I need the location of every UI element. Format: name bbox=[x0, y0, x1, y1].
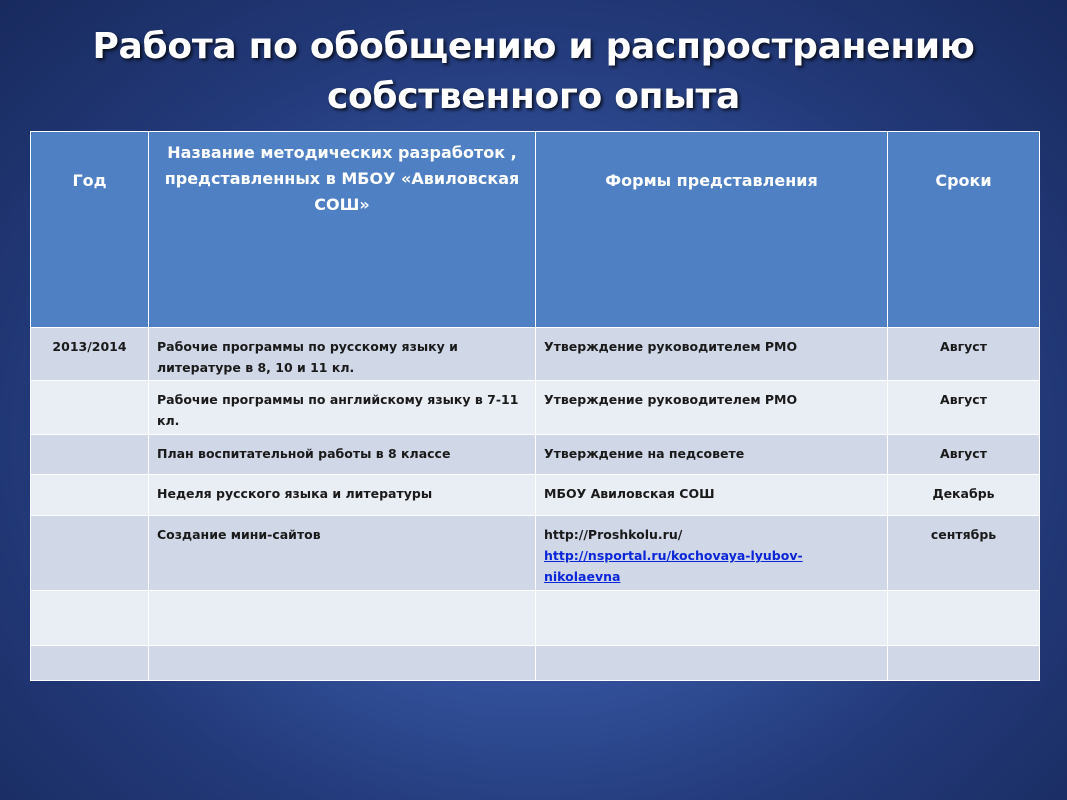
slide-title bbox=[0, 22, 1067, 122]
table-row bbox=[31, 435, 1040, 475]
cell-empty bbox=[888, 591, 1040, 646]
cell-name: Рабочие программы по английскому языку в 7-11 кл. bbox=[149, 381, 536, 435]
slide-title-line-1: Работа по обобщению и распространению bbox=[92, 26, 975, 67]
table-row-empty bbox=[31, 591, 1040, 646]
cell-form: МБОУ Авиловская СОШ bbox=[536, 475, 888, 516]
header-name: Название методических разработок , представленных в МБОУ «Авиловская СОШ» bbox=[149, 132, 536, 328]
cell-year bbox=[31, 475, 149, 516]
cell-term: Декабрь bbox=[888, 475, 1040, 516]
cell-name: Рабочие программы по русскому языку и литературе в 8, 10 и 11 кл. bbox=[149, 328, 536, 381]
header-year: Год bbox=[31, 132, 149, 328]
cell-empty bbox=[888, 646, 1040, 681]
cell-year bbox=[31, 435, 149, 475]
cell-year: 2013/2014 bbox=[31, 328, 149, 381]
cell-empty bbox=[31, 646, 149, 681]
site-url-text: http://Proshkolu.ru/ bbox=[544, 527, 683, 542]
cell-name: План воспитательной работы в 8 классе bbox=[149, 435, 536, 475]
cell-form bbox=[536, 516, 888, 591]
cell-name: Создание мини-сайтов bbox=[149, 516, 536, 591]
cell-term: Август bbox=[888, 328, 1040, 381]
cell-form: Утверждение на педсовете bbox=[536, 435, 888, 475]
cell-form: Утверждение руководителем РМО bbox=[536, 328, 888, 381]
cell-empty bbox=[536, 646, 888, 681]
table-row bbox=[31, 475, 1040, 516]
cell-term: Август bbox=[888, 381, 1040, 435]
table-row-empty bbox=[31, 646, 1040, 681]
cell-empty bbox=[149, 591, 536, 646]
site-url-link[interactable]: http://nsportal.ru/kochovaya-lyubov-nikolaevna bbox=[544, 548, 803, 584]
cell-empty bbox=[536, 591, 888, 646]
cell-form: Утверждение руководителем РМО bbox=[536, 381, 888, 435]
header-term: Сроки bbox=[888, 132, 1040, 328]
cell-year bbox=[31, 381, 149, 435]
cell-name: Неделя русского языка и литературы bbox=[149, 475, 536, 516]
table-header-row bbox=[31, 132, 1040, 328]
table-row bbox=[31, 381, 1040, 435]
cell-term: сентябрь bbox=[888, 516, 1040, 591]
cell-empty bbox=[31, 591, 149, 646]
table-row bbox=[31, 516, 1040, 591]
cell-empty bbox=[149, 646, 536, 681]
experience-table bbox=[30, 131, 1040, 681]
table-row bbox=[31, 328, 1040, 381]
header-form: Формы представления bbox=[536, 132, 888, 328]
cell-term: Август bbox=[888, 435, 1040, 475]
cell-year bbox=[31, 516, 149, 591]
slide-title-line-2: собственного опыта bbox=[326, 76, 741, 117]
